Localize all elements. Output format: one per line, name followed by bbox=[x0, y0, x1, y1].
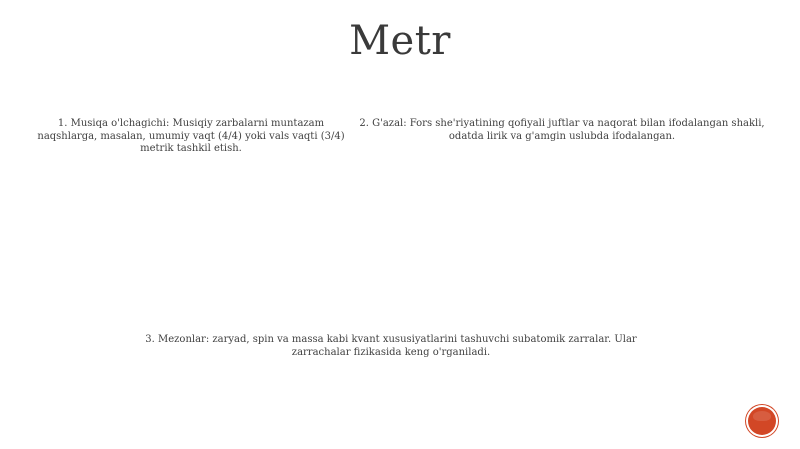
slide-title: Metr bbox=[349, 18, 451, 64]
text-block-music-meter: 1. Musiqa o'lchagichi: Musiqiy zarbalarni muntazam naqshlarga, masalan, umumiy vaqt (4/4) yoki vals vaqti (3/4) metrik tashkil etish. bbox=[37, 118, 345, 154]
text-block-mesons: 3. Mezonlar: zaryad, spin va massa kabi kvant xususiyatlarini tashuvchi subatomik zarralar. Ular zarrachalar fizikasida keng o'rganiladi. bbox=[145, 334, 637, 358]
circle-button-icon[interactable] bbox=[748, 407, 776, 435]
text-block-ghazal: 2. G'azal: Fors she'riyatining qofiyali juftlar va naqorat bilan ifodalangan shakli, odatda lirik va g'amgin uslubda ifodalangan. bbox=[359, 118, 765, 142]
